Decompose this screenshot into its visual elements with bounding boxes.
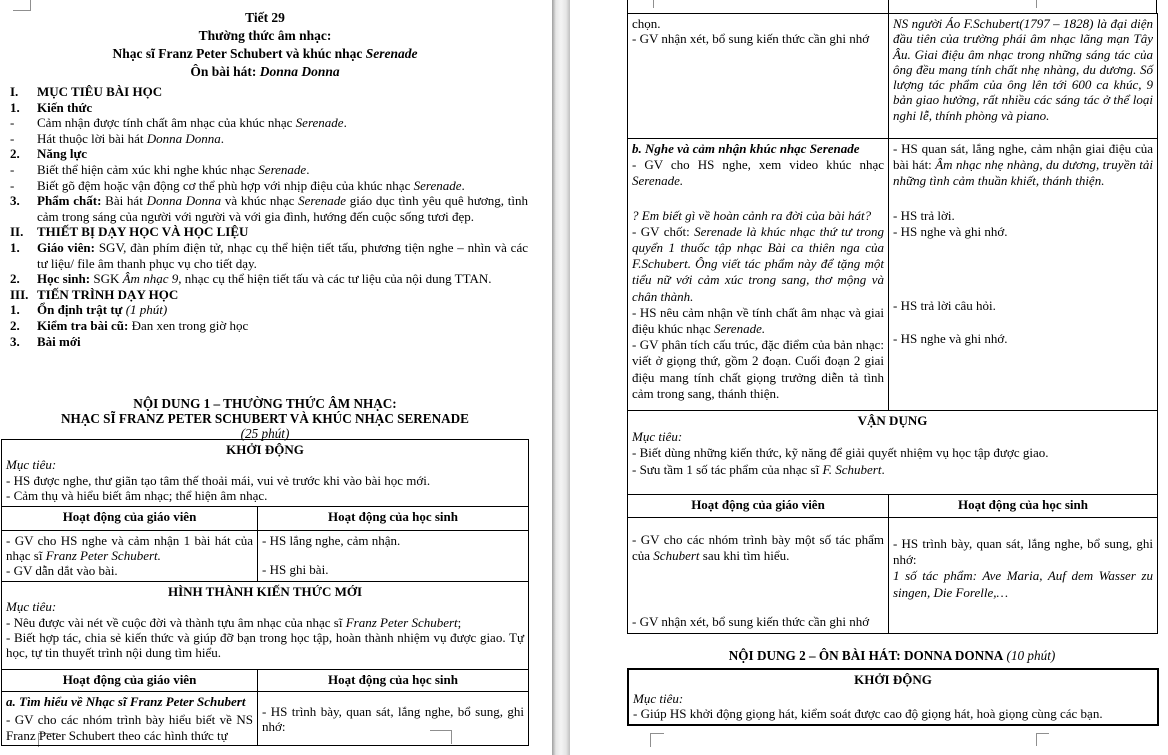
phase-title: KHỞI ĐỘNG	[854, 672, 932, 687]
activity-line: - GV chốt: Serenade là khúc nhạc thứ tư trong quyển 1 thuốc tập nhạc Bài ca thiên nga của F.Schubert. Ông viết tác phẩm này để tặng một tiểu nữ với cảm xúc trong sang, thơ mộng và chân thành.	[632, 223, 884, 304]
phase-title: VẬN DỤNG	[857, 413, 928, 428]
heading-line: NỘI DUNG 1 – THƯỜNG THỨC ÂM NHẠC:	[133, 396, 397, 411]
activity-line: - HS trình bày, quan sát, lắng nghe, bổ sung, ghi nhớ:	[262, 703, 524, 735]
content-1-heading	[2, 396, 528, 441]
activity-line: - HS trả lời câu hỏi.	[893, 298, 996, 314]
teacher-column-header: Hoạt động của giáo viên	[2, 506, 258, 530]
objective-label: Mục tiêu:	[632, 429, 683, 445]
student-activity-cell	[258, 691, 529, 745]
table-border-stub	[888, 0, 889, 13]
list-item: - Cảm nhận được tính chất âm nhạc của khúc nhạc Serenade.	[10, 115, 347, 131]
activity-row	[2, 530, 529, 581]
objective-label: Mục tiêu:	[6, 457, 57, 473]
objective-line: - HS được nghe, thư giãn tạo tâm thế thoải mái, vui vẻ trước khi vào bài học mới.	[6, 472, 431, 488]
activity-line: chọn.	[632, 16, 661, 31]
activity-line: - HS trả lời.	[893, 207, 955, 223]
teacher-activity-cell	[628, 14, 889, 139]
crop-mark-top-left-v	[653, 0, 654, 8]
title-line: Ôn bài hát: Donna Donna	[190, 64, 340, 79]
works-list-line: 1 số tác phẩm: Ave Maria, Auf dem Wasser zu singen, Die Forelle,…	[893, 568, 1153, 600]
activity-line: - HS ghi bài.	[262, 562, 329, 578]
phase-title: HÌNH THÀNH KIẾN THỨC MỚI	[167, 583, 363, 599]
activity-line: - HS lắng nghe, cảm nhận.	[262, 532, 401, 548]
activity-line: - HS nêu cảm nhận về tính chất âm nhạc và giai điệu khúc nhạc Serenade.	[632, 304, 884, 337]
student-column-header: Hoạt động của học sinh	[258, 669, 529, 691]
student-column-header: Hoạt động của học sinh	[889, 495, 1158, 518]
teacher-activity-cell	[628, 518, 889, 634]
crop-mark-bottom-left-v	[650, 733, 651, 747]
objective-line: - Giúp HS khởi động giọng hát, kiểm soát được cao độ giọng hát, hoà giọng cùng các bạn.	[633, 706, 1103, 722]
activity-line: - GV nhận xét, bổ sung kiến thức cần ghi nhớ	[632, 614, 870, 630]
objective-line: - Nêu được vài nét về cuộc đời và thành tựu âm nhạc của nhạc sĩ Franz Peter Schubert;	[6, 614, 462, 630]
process-item: 2. Kiểm tra bài cũ: Đan xen trong giờ học	[10, 317, 249, 333]
blank-line	[632, 190, 884, 208]
title-line: Thường thức âm nhạc:	[198, 28, 332, 43]
teacher-activity-cell	[2, 691, 258, 745]
list-item: - Biết gõ đệm hoặc vận động cơ thể phù hợp với nhịp điệu của khúc nhạc Serenade.	[10, 177, 465, 193]
activity-table-1	[1, 439, 529, 746]
objective-label: Mục tiêu:	[633, 690, 684, 706]
section-2-heading: II. THIẾT BỊ DẠY HỌC VÀ HỌC LIỆU	[10, 224, 249, 240]
activity-line: - HS quan sát, lắng nghe, cảm nhận giai điệu của bài hát: Âm nhạc nhẹ nhàng, du dương, truyền tải những tình cảm thuần khiết, thánh thiện.	[893, 141, 1153, 189]
crop-mark-bottom-right	[1036, 733, 1049, 734]
task-heading: b. Nghe và cảm nhận khúc nhạc Serenade	[632, 141, 860, 156]
duration-label: (25 phút)	[240, 426, 290, 441]
page-1[interactable]	[0, 0, 552, 755]
page-2[interactable]	[570, 0, 1168, 755]
objective-line: - Biết dùng những kiến thức, kỹ năng để giải quyết nhiệm vụ học tập được giao.	[632, 445, 1049, 461]
subsection-heading: 1. Kiến thức	[10, 99, 93, 115]
activity-row	[628, 14, 1158, 139]
teacher-activity-cell	[2, 530, 258, 581]
activity-line: - HS nghe và ghi nhớ.	[893, 331, 1008, 347]
column-header-row	[2, 669, 529, 691]
crop-mark-bottom-right-v	[1036, 733, 1037, 746]
teacher-equipment: 1. Giáo viên: SGV, đàn phím điện tử, nhạc cụ thể hiện tiết tấu, phương tiện nghe – nhìn và các tư liệu/ file âm thanh phục vụ cho tiết dạy.	[10, 239, 528, 271]
content-2-heading: NỘI DUNG 2 – ÔN BÀI HÁT: DONNA DONNA (10 phút)	[728, 648, 1056, 663]
activity-line: - GV nhận xét, bổ sung kiến thức cần ghi nhớ	[632, 31, 870, 47]
activity-line: - GV cho các nhóm trình bày hiểu biết về NS Franz Peter Schubert theo các hình thức tự	[6, 712, 253, 743]
khoi-dong-row	[2, 440, 529, 507]
student-activity-cell	[889, 518, 1158, 634]
activity-row	[628, 518, 1158, 634]
table-border-stub	[1156, 0, 1157, 13]
student-column-header: Hoạt động của học sinh	[258, 506, 529, 530]
activity-line: - GV dẫn dắt vào bài.	[6, 563, 118, 579]
activity-row	[2, 691, 529, 745]
crop-mark-bottom-left	[650, 733, 664, 734]
lesson-outline	[10, 84, 528, 349]
subsection-pham-chat: 3. Phẩm chất: Bài hát Donna Donna và khúc nhạc Serenade giáo dục tình yêu quê hương, tình cảm trong sáng của người với người và với gia đình, hướng đến cuộc sống tươi đẹp.	[10, 193, 528, 224]
activity-table-1-continued	[627, 13, 1158, 634]
activity-line: - GV cho HS nghe, xem video khúc nhạc Serenade.	[632, 157, 884, 189]
note-cell: NS người Áo F.Schubert(1797 – 1828) là đại diện đầu tiên của trường phái âm nhạc lãng mạn Tây Âu. Giai điệu âm nhạc trong những sáng tác của ông đều mang tính chất nhẹ nhàng, du dương. Số lượng tác phẩm của ông lên tới 600 ca khúc, 9 bản giao hưởng, rất nhiều các sáng tác ở thể loại nghi lễ, thính phòng và piano.	[889, 14, 1158, 139]
teacher-column-header: Hoạt động của giáo viên	[628, 495, 889, 518]
khoi-dong-cell	[2, 440, 529, 507]
activity-line: - GV cho HS nghe và cảm nhận 1 bài hát của nhạc sĩ Franz Peter Schubert.	[6, 532, 253, 564]
activity-line: - GV phân tích cấu trúc, đặc điểm của bản nhạc: viết ở giọng thứ, gồm 2 đoạn. Cuối đoạn 2 giai điệu mang tính chất giọng trưởng diễn tả tình cảm trong sang, thánh thiện.	[632, 337, 884, 401]
khoi-dong-table-2	[627, 668, 1159, 726]
title-line: Nhạc sĩ Franz Peter Schubert và khúc nhạc Serenade	[112, 46, 418, 61]
task-heading: a. Tìm hiểu về Nhạc sĩ Franz Peter Schubert	[6, 693, 246, 709]
teacher-activity-cell	[628, 139, 889, 411]
objective-label: Mục tiêu:	[6, 599, 57, 615]
objective-line: - Cảm thụ và hiểu biết âm nhạc; thể hiện âm nhạc.	[6, 488, 268, 504]
activity-line: - HS nghe và ghi nhớ.	[893, 223, 1008, 239]
page-gap	[552, 0, 570, 755]
section-1-heading: I. MỤC TIÊU BÀI HỌC	[10, 84, 163, 99]
teacher-column-header: Hoạt động của giáo viên	[2, 669, 258, 691]
subsection-heading: 2. Năng lực	[10, 146, 88, 162]
van-dung-cell	[628, 411, 1158, 495]
objective-line: - Biết hợp tác, chia sẻ kiến thức và giúp đỡ bạn trong học tập, hoàn thành nhiệm vụ được giao. Tự học, tự tin thuyết trình nội dung tìm hiểu.	[6, 630, 524, 661]
lesson-title	[2, 9, 528, 81]
process-item: 3. Bài mới	[10, 333, 81, 349]
student-activity-cell	[258, 530, 529, 581]
heading-line: NHẠC SĨ FRANZ PETER SCHUBERT VÀ KHÚC NHẠC SERENADE	[61, 411, 469, 426]
activity-line: - GV cho các nhóm trình bày một số tác phẩm của Schubert sau khi tìm hiểu.	[632, 532, 884, 564]
hinh-thanh-cell	[2, 581, 529, 669]
phase-title: KHỞI ĐỘNG	[226, 442, 304, 457]
column-header-row	[2, 506, 529, 530]
activity-row	[628, 139, 1158, 411]
title-line: Tiết 29	[245, 10, 285, 25]
van-dung-row	[628, 411, 1158, 495]
list-item: - Biết thể hiện cảm xúc khi nghe khúc nhạc Serenade.	[10, 161, 310, 177]
question-line: ? Em biết gì về hoàn cảnh ra đời của bài hát?	[632, 207, 872, 223]
crop-mark-top-right-v	[1036, 0, 1037, 8]
column-header-row	[628, 495, 1158, 518]
section-3-heading: III. TIẾN TRÌNH DẠY HỌC	[10, 286, 179, 302]
activity-line: - HS trình bày, quan sát, lắng nghe, bổ sung, ghi nhớ:	[893, 536, 1153, 568]
list-item: - Hát thuộc lời bài hát Donna Donna.	[10, 130, 225, 146]
student-activity-cell	[889, 139, 1158, 411]
process-item: 1. Ổn định trật tự (1 phút)	[10, 302, 168, 318]
table-border-stub	[627, 0, 628, 13]
student-equipment: 2. Học sinh: SGK Âm nhạc 9, nhạc cụ thể hiện tiết tấu và các tư liệu của nội dung TTAN.	[10, 271, 492, 287]
hinh-thanh-row	[2, 581, 529, 669]
objective-line: - Sưu tầm 1 số tác phẩm của nhạc sĩ F. Schubert.	[632, 461, 885, 477]
